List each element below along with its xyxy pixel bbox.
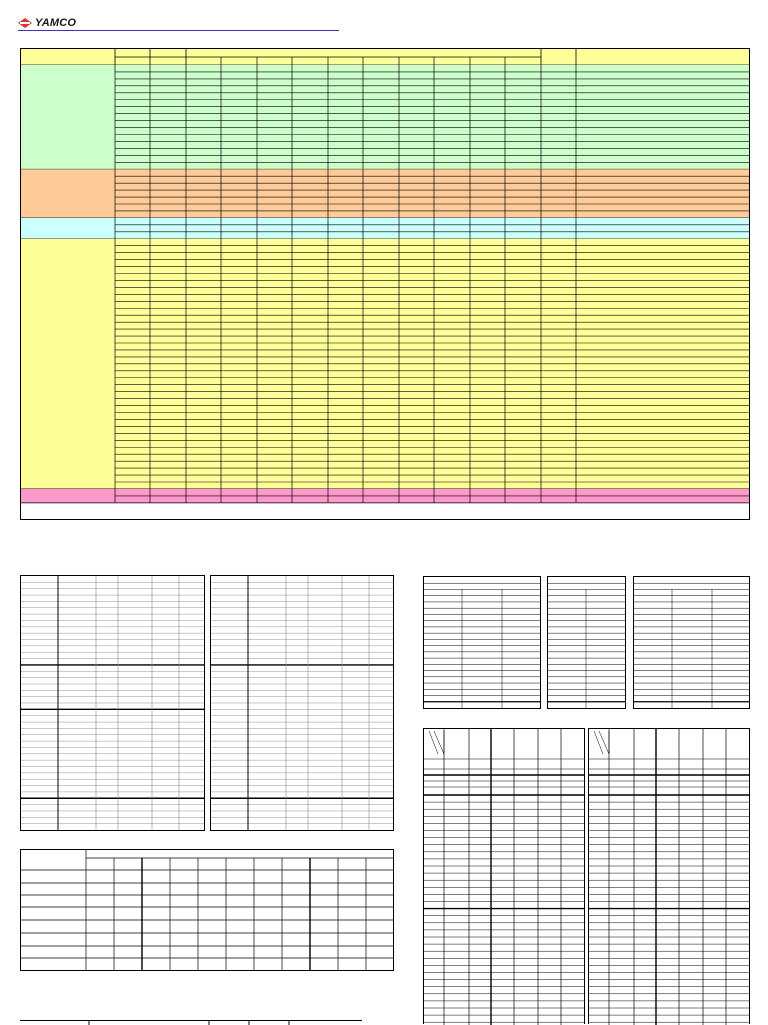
bottom-table-edge [20,1020,362,1025]
right-table-b [547,576,626,709]
header-rule [18,30,339,31]
section-yellow [21,239,749,489]
diamond-logo-icon [18,18,32,28]
lower-left-table-b [210,575,394,831]
main-spec-table [20,48,750,520]
section-orange [21,169,749,218]
lower-left-table-a [20,575,205,831]
lower-left-summary-table [20,849,394,971]
right-table-c [633,576,750,709]
right-large-table-a [423,728,585,1024]
logo-text: YAMCO [35,17,77,29]
section-pink [21,489,749,503]
section-green [21,65,749,169]
main-spec-grid [21,49,749,519]
right-table-a [423,576,541,709]
right-large-table-b [588,728,750,1024]
section-cyan [21,218,749,239]
brand-logo [18,17,76,29]
